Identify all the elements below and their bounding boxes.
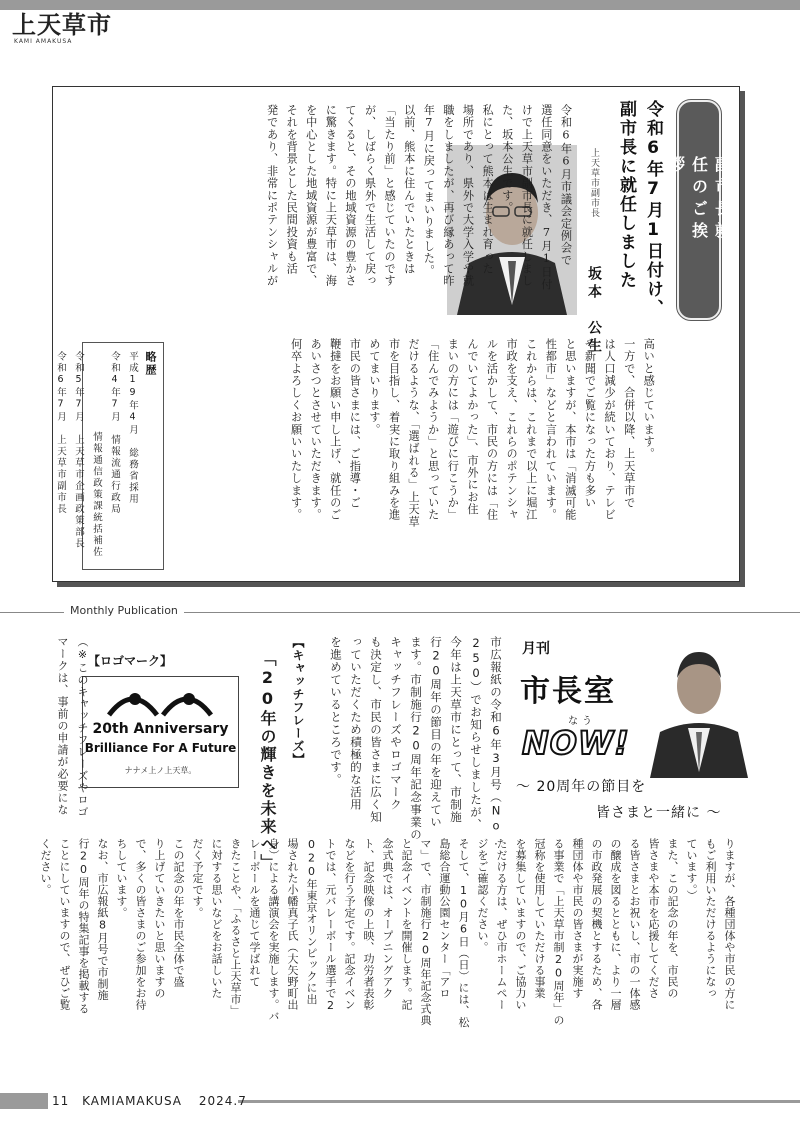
city-logo — [12, 11, 122, 45]
headline — [612, 100, 666, 340]
biography-title: 略歴 — [144, 351, 157, 377]
top-bar — [0, 0, 800, 10]
logo-text: 上天草市 — [12, 11, 112, 39]
page-footer — [52, 1094, 247, 1108]
article2-body-bottom: りますが、各種団体や市民の方に もご利用いただけるようになっ ています。） また、この記念の年を、市民の 皆さまや本市を応援してくださ る皆さまとお祝いし、市の一体感 の醸成を図るとともに、より一層 の市政発展の契機とするため、各 種団体や市民の皆さまが実施す る事業で「上天草市制20周年」の 冠称を使用していただける事業 を募集していますので、ご協力い ただける方は、ぜひ市ホームペー ジをご確認ください。 そして、10月6日（日）には、松 島総合運動公園センター「アロ マ」で、市制施行20周年記念式典 と記念イベントを開催します。記 念式典では、オープニングアク ト、記念映像の上映、功労者表彰 などを行う予定です。記念イベン トでは、元バレーボール選手で2 020年東京オリンピックに出 場された小幡真子氏（大矢野町出 身）による講演会を実施します。バ レーボールを通じて学ばれて きたことや、「ふるさと上天草市」 に対する思いなどをお話しいた だく予定です。 この記念の年を市民全体で盛 り上げていきたいと思いますの で、多くの皆さまのご参加をお待 ちしています。 なお、市広報紙8月号で市制施 行20周年の特集記事を掲載する ことにしていますので、ぜひご覧 ください。 — [39, 838, 736, 1028]
article1-body-left: 高いと感じています。 一方で、合併以降、上天草市で は人口減少が続いており、テレビ や新聞でご覧になった方も多い と思いますが、本市は「消滅可能 性都市」などと言われています。 これからは、これまで以上に堀江 市政を支え、これらのポテンシャ ルを活かして、市民の方には「住 んでいてよかった」、市外にお住 まいの方には「遊びに行こうか」 「住んでみようか」と思っていた だけるような、「選ばれる」上天草 市を目指し、着実に取り組みを進 めてまいります。 市民の皆さまには、ご指導・ご 鞭撻をお願い申し上げ、就任のご あいさつとさせていただきます。 何卒よろしくお願いいたします。 — [289, 338, 656, 528]
catchphrase-label: 【キャッチフレーズ】 — [291, 636, 305, 766]
now-ruby: なう — [568, 716, 596, 727]
logo-arc-graphic — [105, 685, 215, 719]
mayor-photo — [644, 632, 754, 778]
logo-line-3: ナナメ上ノ上天草。 — [124, 766, 197, 775]
logo-mark-label: 【ロゴマーク】 — [88, 654, 173, 668]
anniversary-logo — [82, 676, 239, 788]
headline-line-2: 副市長に就任しました — [616, 100, 636, 290]
official-name: 坂本 公生 — [586, 266, 602, 356]
issue-date: 2024.7 — [198, 1094, 247, 1108]
logo-usage-note: （※このキャッチフレーズやロゴ マークは、事前の申請が必要にな — [56, 636, 89, 818]
section-label: Monthly Publication — [64, 604, 184, 617]
subtitle-line-2: 皆さまと一緒に ～ — [596, 805, 722, 821]
page-number: 11 — [52, 1094, 70, 1108]
column-title: 市長室 — [520, 674, 616, 709]
logo-line-1: 20th Anniversary — [92, 721, 229, 737]
column-prefix: 月刊 — [522, 641, 550, 657]
now-logo: NOW! — [522, 724, 630, 762]
article-badge — [666, 100, 732, 320]
subtitle-line-1: ～ 20周年の節目を — [516, 779, 647, 795]
biography-content: 略歴 平成19年4月 総務省採用 令和4年7月 情報流通行政局 情報通信政策課統括補佐 令和5年7月 上天草市企画政策部長 令和6年7月 上天草市副市長 — [55, 351, 157, 558]
article2-body-top: 市広報紙の令和6年3月号（No. 250）でお知らせしましたが、 今年は上天草市にとって、市制施 行20周年の節目の年を迎えてい ます。市制施行20周年記念事業の キャッチフレーズやロゴマーク も決定し、市民の皆さまに広く知 っていただくため積極的な活用 を進めているところです。 — [329, 636, 503, 849]
badge-label: 副市長就任のご挨拶 — [666, 156, 732, 244]
logo-line-2: Brilliance For A Future — [84, 741, 237, 755]
magazine-name: KAMIAMAKUSA — [82, 1094, 183, 1108]
biography-box — [55, 342, 164, 570]
column-subtitle — [516, 774, 721, 826]
logo-subtext: KAMI AMAKUSA — [14, 38, 73, 45]
headline-line-1: 令和6年7月1日付け、 — [643, 100, 663, 318]
article1-body-right: 令和6年6月市議会定例会で 選任同意をいただき、7月1日付 けで上天草市副市長に就任しまし た、坂本公生です。 私にとって熊本は生まれ育った 場所であり、県外で大学入学や就 職をしましたが、再び縁あって昨 年7月に戻ってまいりました。 以前、熊本に住んでいたときは 「当たり前」と感じていたのです が、しばらく県外で生活して戻っ てくると、その地域資源の豊かさ に驚きます。特に上天草市は、海 を中心とした地域資源が豊富で、 それを背景とした民間投資も活 発であり、非常にポテンシャルが — [265, 104, 573, 291]
official-title: 上天草市副市長 — [589, 148, 599, 218]
mayor-portrait-illustration — [644, 632, 754, 778]
catchphrase: 「20年の輝きを未来へ」 — [258, 650, 277, 872]
